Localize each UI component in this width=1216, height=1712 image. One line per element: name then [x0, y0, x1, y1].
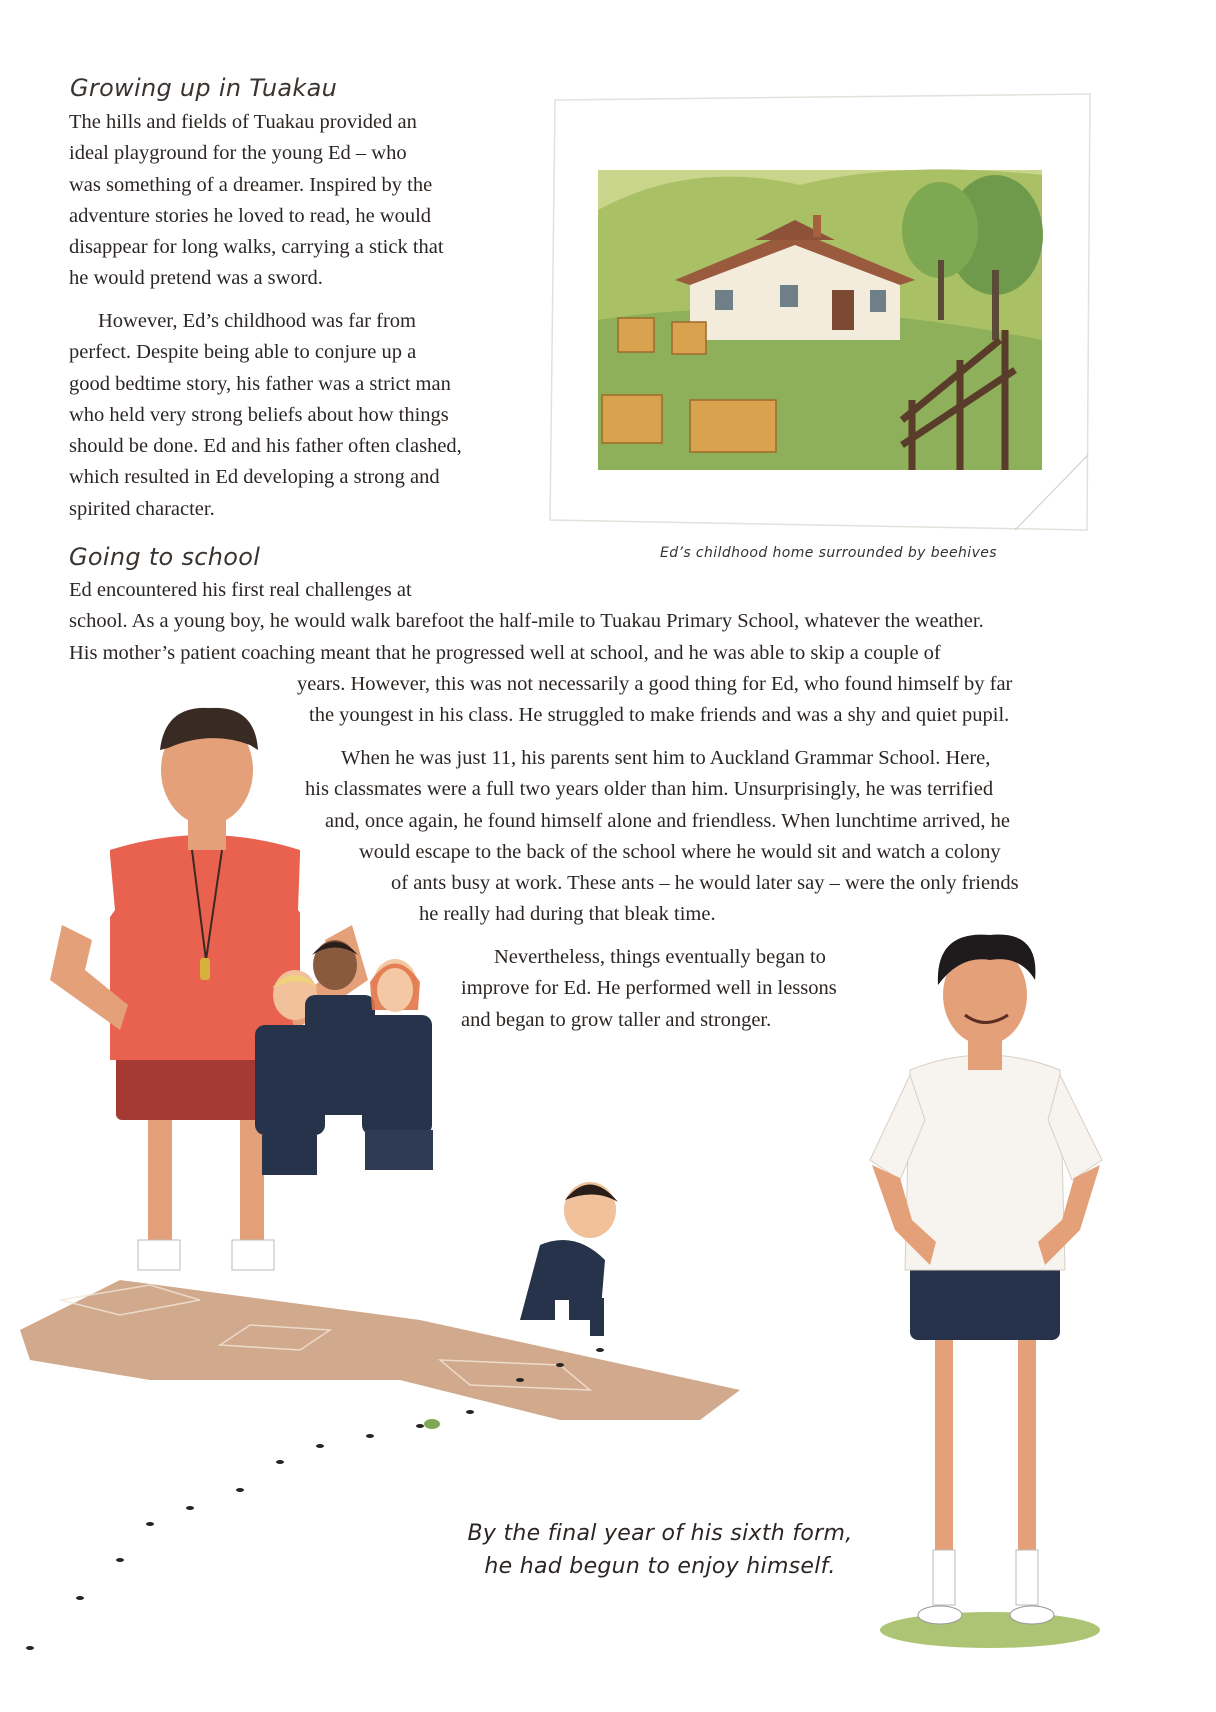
text-line: and began to grow taller and stronger. — [461, 1008, 772, 1031]
text-line: The hills and fields of Tuakau provided an — [69, 111, 417, 133]
text-line: His mother’s patient coaching meant that he progressed well at school, and he was able to skip a couple of — [69, 641, 941, 664]
photo-caption: Ed’s childhood home surrounded by beehives — [660, 545, 997, 561]
quote-line: By the final year of his sixth form, — [467, 1521, 853, 1546]
text-line: Nevertheless, things eventually began to — [494, 946, 826, 968]
text-line: spirited character. — [69, 497, 215, 520]
section-heading-tuakau: Growing up in Tuakau — [70, 74, 338, 102]
farmhouse-photo — [540, 90, 1100, 540]
text-line: school. As a young boy, he would walk barefoot the half-mile to Tuakau Primary School, whatever the weather. — [69, 610, 984, 633]
text-line: disappear for long walks, carrying a stick that — [69, 236, 444, 259]
section-heading-school: Going to school — [69, 543, 261, 571]
text-line: his classmates were a full two years older than him. Unsurprisingly, he was terrified — [305, 778, 994, 801]
closing-quote — [440, 1517, 880, 1583]
paragraph-tuakau-1 — [69, 107, 444, 295]
child-red-hair — [362, 959, 433, 1225]
schoolchildren-group — [255, 940, 433, 1235]
text-line: good bedtime story, his father was a strict man — [69, 372, 451, 395]
text-line: years. However, this was not necessarily a good thing for Ed, who found himself by far — [297, 672, 1013, 695]
text-line: Ed encountered his first real challenges at — [69, 579, 412, 601]
quote-line: he had begun to enjoy himself. — [484, 1554, 836, 1579]
text-line: of ants busy at work. These ants – he would later say – were the only friends — [391, 872, 1019, 895]
leaf — [424, 1419, 440, 1429]
text-line: was something of a dreamer. Inspired by the — [69, 173, 433, 196]
text-line: which resulted in Ed developing a strong and — [69, 466, 440, 489]
text-line: adventure stories he loved to read, he would — [69, 204, 432, 227]
text-line: who held very strong beliefs about how things — [69, 403, 449, 426]
text-line: should be done. Ed and his father often clashed, — [69, 435, 462, 458]
text-line: he would pretend was a sword. — [69, 267, 323, 290]
playground-path — [20, 1280, 740, 1420]
teenage-ed-figure — [870, 935, 1102, 1624]
photo-scene — [598, 169, 1043, 470]
text-line: and, once again, he found himself alone and friendless. When lunchtime arrived, he — [325, 809, 1010, 832]
boy-watching-ants — [520, 1182, 618, 1340]
paragraph-tuakau-2 — [69, 306, 462, 525]
text-line: he really had during that bleak time. — [419, 903, 716, 926]
text-line: When he was just 11, his parents sent him to Auckland Grammar School. Here, — [341, 747, 991, 769]
text-line: would escape to the back of the school where he would sit and watch a colony — [359, 840, 1001, 863]
text-line: However, Ed’s childhood was far from — [98, 310, 416, 332]
text-line: improve for Ed. He performed well in lessons — [461, 977, 837, 1000]
text-line: ideal playground for the young Ed – who — [69, 142, 407, 165]
text-line: the youngest in his class. He struggled to make friends and was a shy and quiet pupil. — [309, 704, 1010, 727]
text-line: perfect. Despite being able to conjure up a — [69, 341, 417, 364]
